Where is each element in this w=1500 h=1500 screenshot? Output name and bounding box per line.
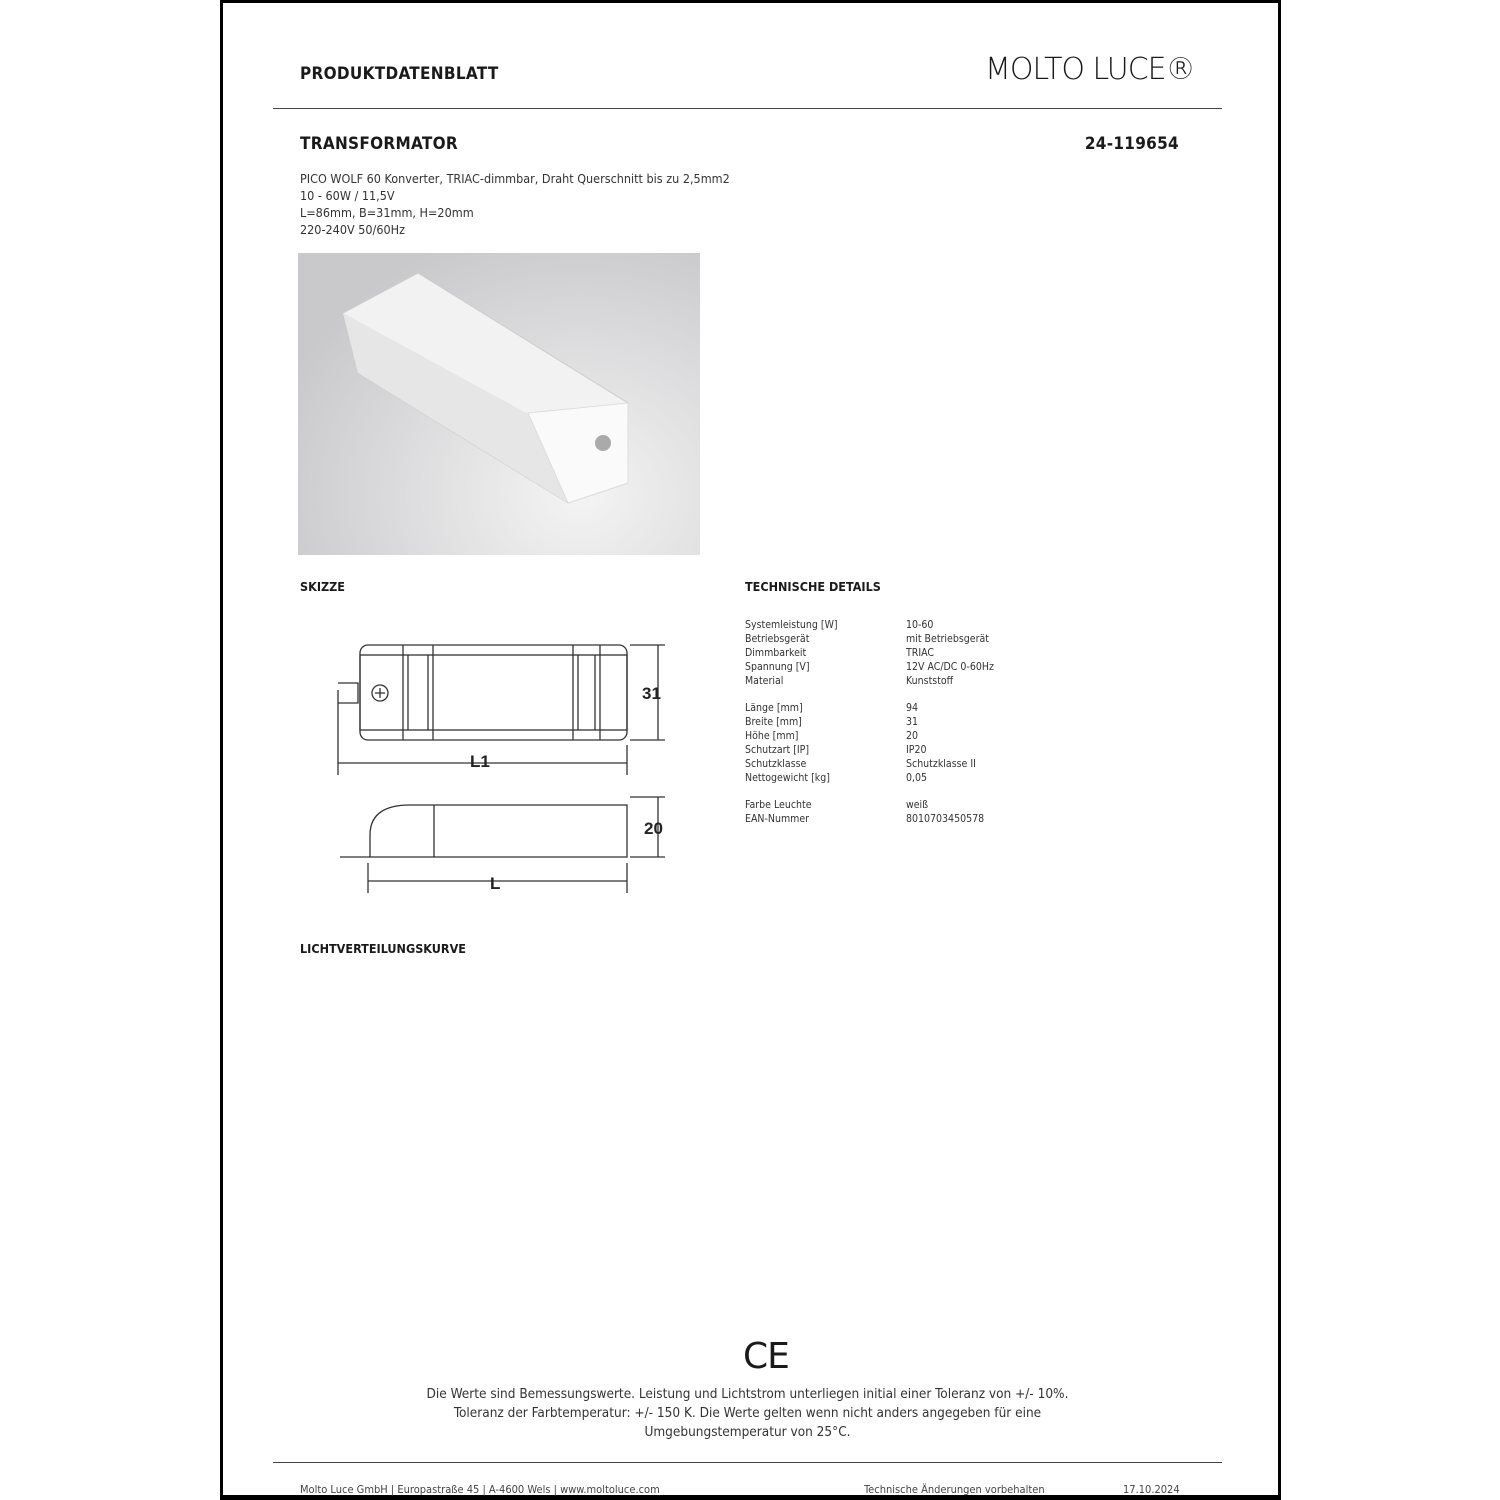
divider [273, 1462, 1222, 1463]
detail-row [745, 701, 994, 715]
detail-value: 8010703450578 [906, 813, 985, 825]
brand-logo: MOLTO LUCE® [985, 52, 1195, 87]
detail-row [745, 798, 994, 812]
desc-line: 10 - 60W / 11,5V [300, 188, 395, 203]
note-line: Die Werte sind Bemessungswerte. Leistung und Lichtstrom unterliegen initial einer Toleranz von +/- 10%. [426, 1386, 1069, 1402]
footer-date: 17.10.2024 [1123, 1483, 1180, 1496]
detail-value: Schutzklasse II [906, 758, 976, 770]
detail-value: Kunststoff [906, 675, 954, 687]
detail-row [745, 715, 994, 729]
detail-value: 31 [906, 716, 919, 728]
detail-label: Spannung [V] [745, 661, 810, 673]
detail-row [745, 729, 994, 743]
detail-label: Farbe Leuchte [745, 799, 812, 811]
detail-label: Material [745, 675, 784, 687]
detail-label: Schutzart [IP] [745, 744, 810, 756]
dimension-l1: L1 [470, 752, 490, 771]
detail-row [745, 660, 994, 674]
detail-value: 94 [906, 702, 919, 714]
detail-label: Breite [mm] [745, 716, 802, 728]
note-line: Toleranz der Farbtemperatur: +/- 150 K. Die Werte gelten wenn nicht anders angegeben für eine [453, 1405, 1042, 1421]
product-photo [298, 253, 700, 555]
detail-value: 12V AC/DC 0-60Hz [906, 661, 994, 673]
detail-label: Länge [mm] [745, 702, 803, 714]
desc-line: 220-240V 50/60Hz [300, 222, 406, 237]
dimension-width: 31 [642, 684, 661, 703]
product-description [300, 170, 730, 238]
detail-label: Höhe [mm] [745, 730, 799, 742]
detail-value: IP20 [906, 744, 927, 756]
footer-disclaimer: Technische Änderungen vorbehalten [864, 1483, 1045, 1496]
divider [273, 108, 1222, 109]
detail-row [745, 771, 994, 785]
detail-row [745, 743, 994, 757]
sketch-drawing [330, 635, 675, 900]
tolerance-note [273, 1385, 1222, 1442]
document-title: PRODUKTDATENBLATT [300, 64, 499, 84]
section-light-distribution: LICHTVERTEILUNGSKURVE [300, 941, 466, 956]
desc-line: PICO WOLF 60 Konverter, TRIAC-dimmbar, Draht Querschnitt bis zu 2,5mm2 [300, 171, 730, 186]
detail-value: 20 [906, 730, 919, 742]
detail-value: 10-60 [906, 619, 934, 631]
technical-details-table [745, 618, 994, 826]
section-technical-details: TECHNISCHE DETAILS [745, 579, 881, 594]
detail-label: Dimmbarkeit [745, 647, 807, 659]
product-category: TRANSFORMATOR [300, 134, 458, 154]
product-number: 24-119654 [1084, 134, 1179, 154]
detail-row [745, 812, 994, 826]
transformer-image [298, 253, 700, 555]
detail-value: TRIAC [906, 647, 934, 659]
detail-value: 0,05 [906, 772, 928, 784]
desc-line: L=86mm, B=31mm, H=20mm [300, 205, 474, 220]
detail-row [745, 618, 994, 632]
ce-mark: CE [743, 1336, 789, 1377]
detail-label: Systemleistung [W] [745, 619, 838, 631]
footer-company: Molto Luce GmbH | Europastraße 45 | A-4600 Wels | www.moltoluce.com [300, 1483, 660, 1496]
detail-label: Schutzklasse [745, 758, 807, 770]
detail-row [745, 632, 994, 646]
detail-value: mit Betriebsgerät [906, 633, 989, 645]
detail-label: EAN-Nummer [745, 813, 810, 825]
dimension-height: 20 [644, 819, 663, 838]
detail-row [745, 757, 994, 771]
detail-label: Nettogewicht [kg] [745, 772, 830, 784]
dimension-l: L [490, 874, 501, 893]
detail-value: weiß [906, 799, 929, 811]
section-sketch: SKIZZE [300, 579, 345, 594]
detail-row [745, 674, 994, 688]
detail-label: Betriebsgerät [745, 633, 810, 645]
note-line: Umgebungstemperatur von 25°C. [644, 1424, 851, 1440]
detail-row [745, 646, 994, 660]
